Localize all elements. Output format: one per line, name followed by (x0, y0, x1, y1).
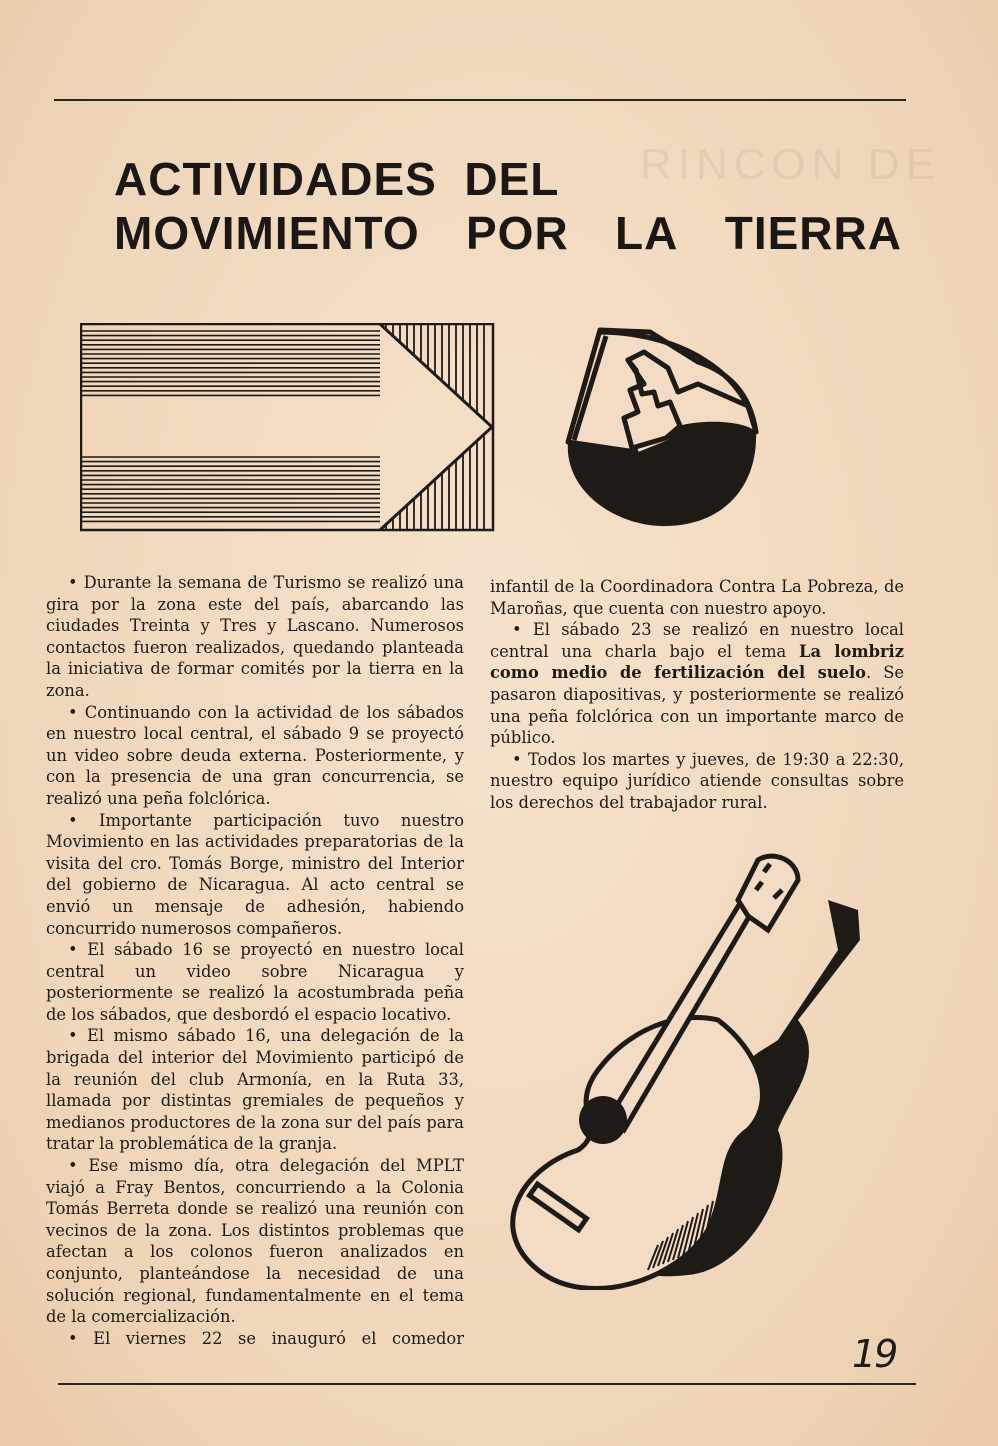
news-paragraph: • Durante la semana de Turismo se realizó una gira por la zona este del país, abarcando las ciudades Treinta y Tres y Lascano. Numerosos contactos fueron realizados, quedando planteada la iniciativa de formar comités por la tierra en la zona. (46, 573, 464, 700)
bottom-rule (58, 1383, 916, 1385)
left-column (46, 572, 464, 1349)
news-paragraph: • Todos los martes y jueves, de 19:30 a 22:30, nuestro equipo jurídico atiende consultas sobre los derechos del trabajador rural. (490, 749, 904, 812)
news-paragraph: • El mismo sábado 16, una delegación de la brigada del interior del Movimiento participó de la reunión del club Armonía, en la Ruta 33, llamada por distintas gremiales de pequeños y medianos productores de la zona sur del país para tratar la problemática de la granja. (46, 1026, 464, 1154)
title-word: MOVIMIENTO (114, 207, 420, 259)
text-span: . Se pasaron diapositivas, y posteriormente se realizó una peña folclórica con un importante marco de público. (490, 663, 904, 748)
news-paragraph: • El viernes 22 se inauguró el comedor (68, 1328, 464, 1348)
title-word: POR (465, 207, 569, 259)
right-column (490, 576, 904, 814)
news-paragraph (490, 619, 904, 749)
title-line-2 (114, 206, 902, 260)
title-line-1: ACTIVIDADES DEL (114, 153, 560, 205)
title-word: TIERRA (724, 207, 902, 259)
news-paragraph: • Importante participación tuvo nuestro Movimiento en las actividades preparatorias de la visita del cro. Tomás Borge, ministro del Interior del gobierno de Nicaragua. Al acto central se envió un mensaje de adhesión, habiendo concurrido numerosos compañeros. (46, 810, 464, 938)
news-paragraph: • Continuando con la actividad de los sábados en nuestro local central, el sábado 9 se proyectó un video sobre deuda externa. Posteriormente, y con la presencia de una gran concurrencia, se realizó una peña folclórica. (46, 702, 464, 808)
top-rule (54, 99, 906, 101)
talk-topic: La lombriz como medio de fertilización del suelo (490, 641, 904, 683)
page-title (114, 152, 914, 260)
bleed-through-text: RINCON DE (640, 140, 941, 189)
title-word: LA (615, 207, 679, 259)
shovel-in-earth-illustration (558, 322, 762, 532)
two-guitars-illustration (498, 850, 898, 1290)
news-paragraph: • El sábado 16 se proyectó en nuestro local central un video sobre Nicaragua y posteriormente se realizó la acostumbrada peña de los sábados, que desbordó el espacio locativo. (46, 940, 464, 1024)
news-paragraph: • Ese mismo día, otra delegación del MPLT viajó a Fray Bentos, concurriendo a la Colonia Tomás Berreta donde se realizó una reunión con vecinos de la zona. Los distintos problemas que afectan a los colonos fueron analizados en conjunto, planteándose la necesidad de una solución regional, fundamentalmente en el tema de la comercialización. (46, 1156, 464, 1327)
page-number: 19 (852, 1332, 897, 1376)
news-paragraph-continuation: infantil de la Coordinadora Contra La Pobreza, de Maroñas, que cuenta con nuestro apoyo. (490, 577, 904, 618)
text-span: • El sábado 23 se realizó en nuestro local central una charla bajo el tema (490, 620, 904, 661)
uruguay-flag-arrow-illustration (80, 323, 496, 533)
